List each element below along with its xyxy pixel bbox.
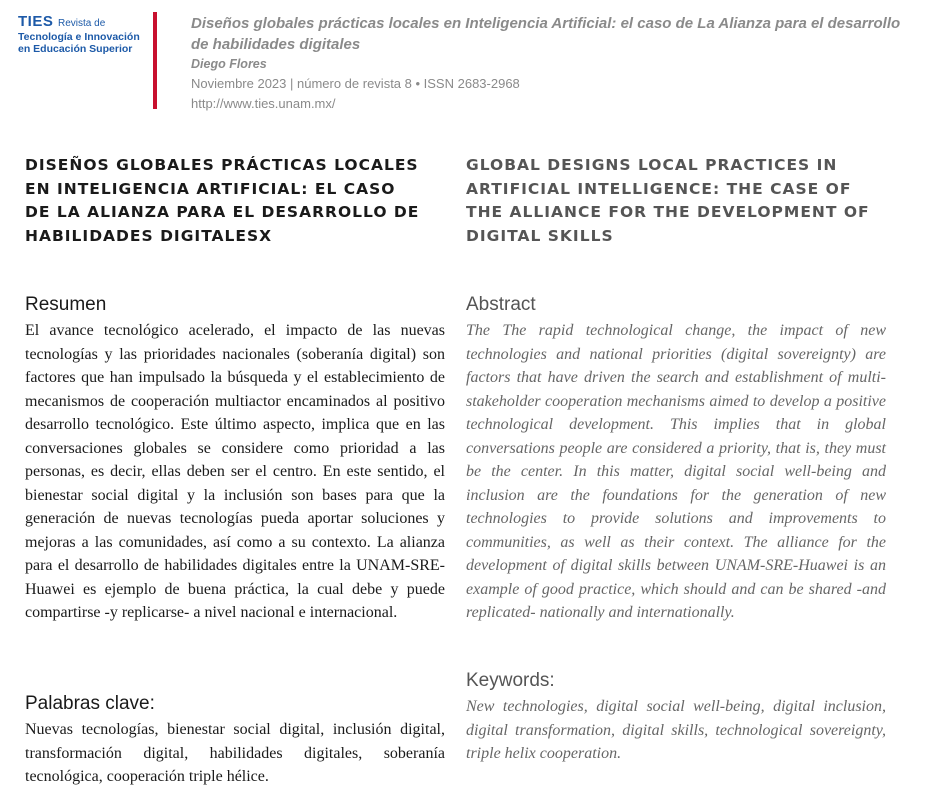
- keywords-heading: Keywords:: [466, 670, 555, 691]
- title-es-line: HABILIDADES DIGITALESX: [25, 226, 273, 245]
- title-en-line: DIGITAL SKILLS: [466, 226, 614, 245]
- palabras-clave-heading: Palabras clave:: [25, 693, 155, 714]
- resumen-heading: Resumen: [25, 294, 107, 315]
- header-title-line1: Diseños globales prácticas locales en Inteligencia Artificial: el caso de La Alianza para el desarrollo: [191, 15, 901, 32]
- title-es-line: EN INTELIGENCIA ARTIFICIAL: EL CASO: [25, 179, 396, 198]
- title-es-line: DE LA ALIANZA PARA EL DESARROLLO DE: [25, 203, 420, 221]
- abstract-heading: Abstract: [466, 294, 536, 315]
- journal-brand-sub: Revista de: [58, 18, 106, 29]
- journal-brand: TIES: [18, 13, 54, 30]
- journal-name-line1: Tecnología e Innovación: [18, 31, 140, 43]
- article-title-en: [466, 154, 886, 248]
- title-en-line: GLOBAL DESIGNS LOCAL PRACTICES IN: [466, 156, 838, 174]
- title-en-line: ARTIFICIAL INTELLIGENCE: THE CASE OF: [466, 179, 852, 198]
- article-title-es: [25, 154, 445, 248]
- title-en-line: THE ALLIANCE FOR THE DEVELOPMENT OF: [466, 203, 870, 221]
- header-title-line2: de habilidades digitales: [191, 36, 361, 53]
- resumen-body: El avance tecnológico acelerado, el impacto de las nuevas tecnologías y las prioridades nacionales (soberanía digital) son factores que han impulsado la búsqueda y el establecimiento de mecanismos de cooperación multiactor encaminados al positivo desarrollo tecnológico. Este último aspecto, implica que en las conversaciones globales se considere como prioridad a las personas, es decir, ellas deben ser el centro. En este sentido, el bienestar social digital y la inclusión son bases para que la generación de nuevas tecnologías pueda aportar soluciones y mejoras a las comunidades, así como a su contexto. La alianza para el desarrollo de habilidades digitales entre la UNAM-SRE-Huawei es ejemplo de buena práctica, la cual debe y puede compartirse -y replicarse- a nivel nacional e internacional.: [25, 322, 445, 621]
- journal-logo: [18, 14, 148, 55]
- keywords-section: [466, 669, 886, 766]
- abstract-section: [466, 293, 886, 625]
- title-es-line: DISEÑOS GLOBALES PRÁCTICAS LOCALES: [25, 156, 419, 174]
- journal-name-line2: en Educación Superior: [18, 43, 133, 55]
- keywords-body: New technologies, digital social well-being, digital inclusion, digital transformation, digital skills, technological sovereignty, triple helix cooperation.: [466, 698, 886, 762]
- running-header: [191, 13, 911, 114]
- palabras-clave-body: Nuevas tecnologías, bienestar social digital, inclusión digital, transformación digital, habilidades digitales, soberanía tecnológica, cooperación triple hélice.: [25, 721, 445, 785]
- header-meta: Noviembre 2023 | número de revista 8 • ISSN 2683-2968: [191, 76, 520, 91]
- header-author: Diego Flores: [191, 57, 267, 71]
- abstract-body: The The rapid technological change, the impact of new technologies and national priorities (digital sovereignty) are factors that have driven the search and establishment of multi-stakeholder cooperation mechanisms aimed to develop a positive technological development. This implies that in global conversations people are considered a priority, that is, they must be the center. In this matter, digital social well-being and inclusion are the foundations for the generation of new technologies to provide solutions and improvements to communities, as well as their context. The alliance for the development of digital skills between UNAM-SRE-Huawei is an example of good practice, which should and can be shared -and replicated- nationally and internationally.: [466, 322, 886, 621]
- header-divider-bar: [153, 12, 157, 109]
- header-url[interactable]: http://www.ties.unam.mx/: [191, 96, 336, 111]
- palabras-clave-section: [25, 692, 445, 789]
- resumen-section: [25, 293, 445, 625]
